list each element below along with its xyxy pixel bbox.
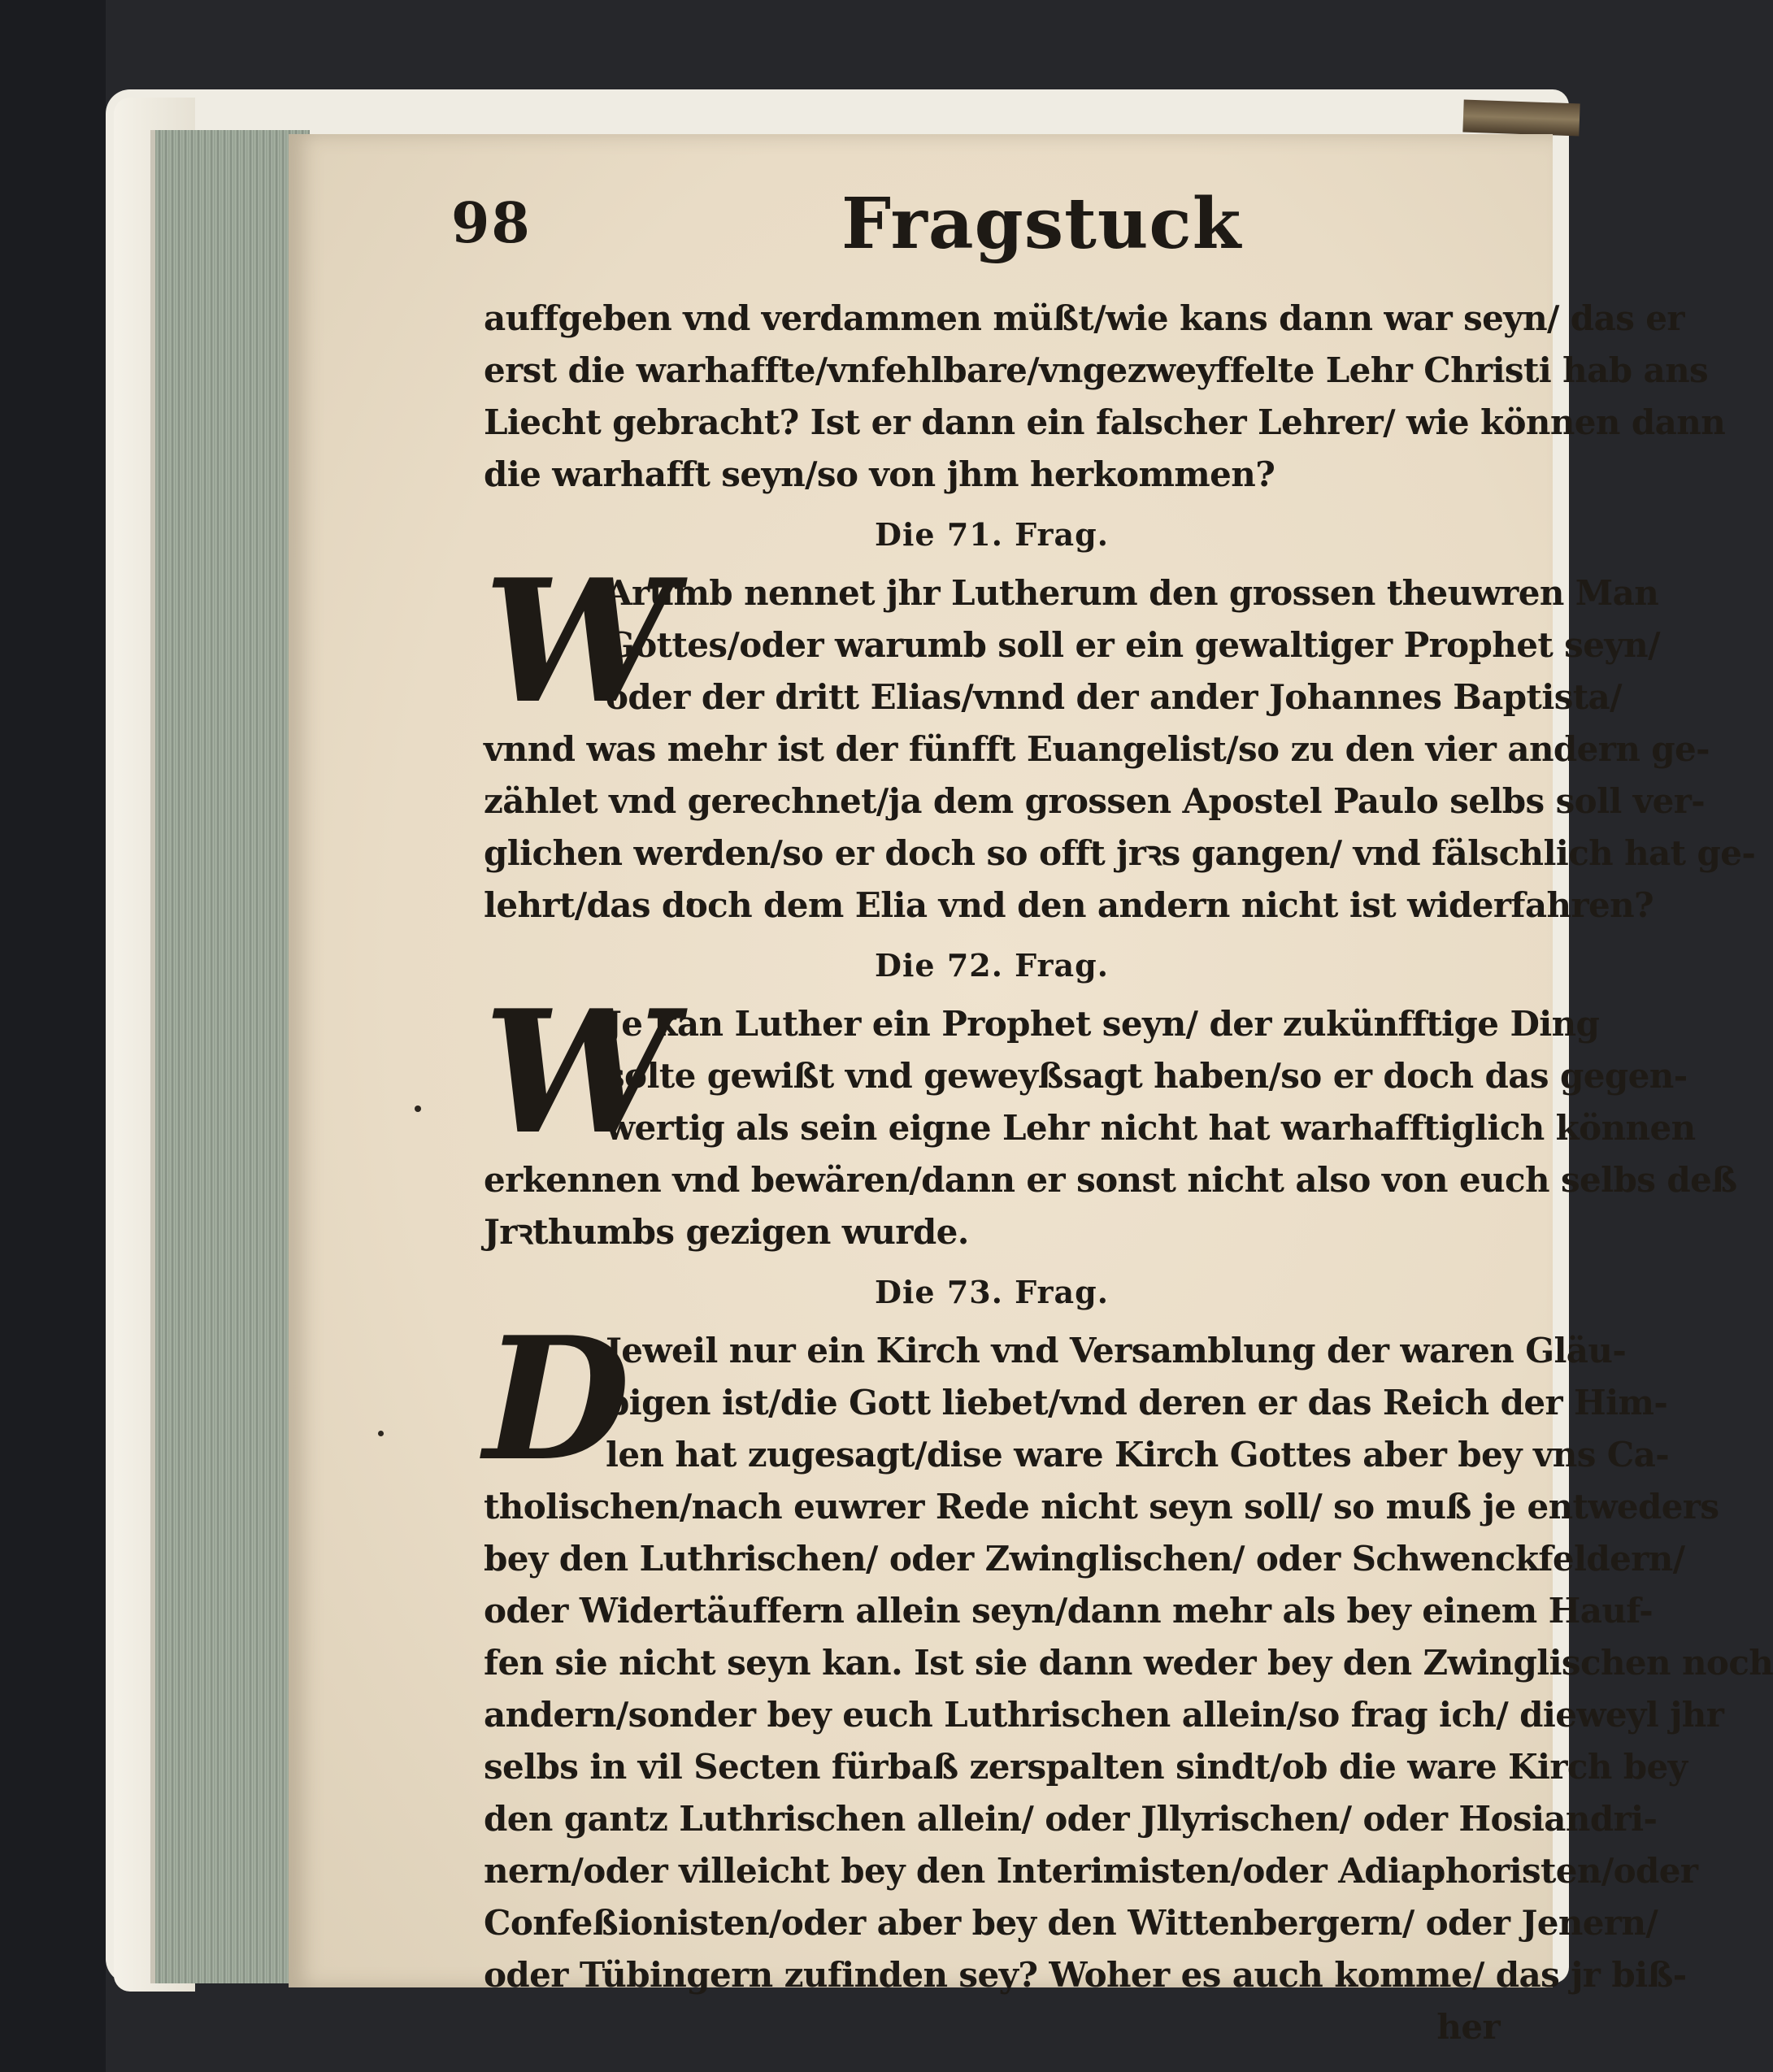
running-title: Fragstuck [841, 183, 1242, 265]
text-line: lehrt/das doch dem Elia vnd den andern nicht ist widerfahren? [484, 885, 1654, 925]
text-line: auffgeben vnd verdammen müßt/wie kans dann war seyn/ das er [484, 298, 1684, 338]
text-line: glichen werden/so er doch so offt jrꝛs gangen/ vnd fälschlich hat ge- [484, 833, 1756, 873]
text-line: wertig als sein eigne Lehr nicht hat warhafftiglich können [606, 1108, 1696, 1148]
question-73-title: Die 73. Frag. [875, 1274, 1109, 1310]
decorated-initial: D [484, 1301, 631, 1499]
text-line: andern/sonder bey euch Luthrischen allein/so frag ich/ dieweyl jhr [484, 1695, 1724, 1735]
text-line: fen sie nicht seyn kan. Ist sie dann weder bey den Zwinglischen noch [484, 1643, 1773, 1683]
text-line: Confeßionisten/oder aber bey den Wittenbergern/ oder Jenern/ [484, 1903, 1658, 1943]
ink-speck [378, 1431, 384, 1436]
ink-speck [415, 1106, 421, 1112]
text-line: erst die warhaffte/vnfehlbare/vngezweyffelte Lehr Christi hab ans [484, 350, 1709, 390]
text-line: oder der dritt Elias/vnnd der ander Johannes Baptista/ [606, 677, 1622, 717]
decorated-initial: W [484, 543, 674, 741]
text-line: erkennen vnd bewären/dann er sonst nicht also von euch selbs deß [484, 1160, 1737, 1200]
question-73-paragraph [484, 1301, 1773, 2053]
page-text [451, 183, 1773, 2053]
text-line: vnnd was mehr ist der fünfft Euangelist/so zu den vier andern ge- [484, 729, 1710, 769]
text-line: Jeweil nur ein Kirch vnd Versamblung der waren Gläu- [606, 1331, 1627, 1370]
text-line: zählet vnd gerechnet/ja dem grossen Apostel Paulo selbs soll ver- [484, 781, 1706, 821]
text-line: selbs in vil Secten fürbaß zerspalten sindt/ob die ware Kirch bey [484, 1747, 1688, 1787]
text-line: bigen ist/die Gott liebet/vnd deren er das Reich der Him- [606, 1383, 1668, 1423]
binding-cord [1462, 100, 1580, 137]
page-header [451, 183, 1500, 293]
text-line: oder Tübingern zufinden sey? Woher es auch komme/ das jr biß- [484, 1955, 1687, 1995]
question-72-paragraph [484, 974, 1737, 1258]
question-71-title: Die 71. Frag. [875, 516, 1109, 553]
intro-paragraph [484, 293, 1726, 501]
text-line: nern/oder villeicht bey den Interimisten/oder Adiaphoristen/oder [484, 1851, 1698, 1891]
catchword: her [1436, 2007, 1500, 2047]
text-line: bey den Luthrischen/ oder Zwinglischen/ oder Schwenckfeldern/ [484, 1539, 1685, 1579]
text-line: len hat zugesagt/dise ware Kirch Gottes aber bey vns Ca- [606, 1435, 1670, 1475]
text-line: Liecht gebracht? Ist er dann ein falscher Lehrer/ wie können dann [484, 402, 1726, 442]
text-line: die warhafft seyn/so von jhm herkommen? [484, 454, 1275, 494]
text-line: Jrꝛthumbs gezigen wurde. [484, 1212, 969, 1252]
decorated-initial: W [484, 974, 674, 1172]
question-72-title: Die 72. Frag. [875, 947, 1109, 984]
text-line: Gottes/oder warumb soll er ein gewaltiger Prophet seyn/ [606, 625, 1660, 665]
text-line: oder Widertäuffern allein seyn/dann mehr als bey einem Hauf- [484, 1591, 1653, 1631]
question-71-paragraph [484, 543, 1756, 932]
page-number: 98 [451, 191, 532, 256]
text-line: tholischen/nach euwrer Rede nicht seyn soll/ so muß je entweders [484, 1487, 1719, 1527]
text-line: Arumb nennet jhr Lutherum den grossen theuwren Man [606, 573, 1659, 613]
text-line: Je kan Luther ein Prophet seyn/ der zukünfftige Ding [606, 1004, 1600, 1044]
text-line: den gantz Luthrischen allein/ oder Jllyrischen/ oder Hosiandri- [484, 1799, 1658, 1839]
page-stack-edges [150, 130, 310, 1983]
text-line: solte gewißt vnd geweyßsagt haben/so er doch das gegen- [606, 1056, 1688, 1096]
scan-background [0, 0, 106, 2072]
